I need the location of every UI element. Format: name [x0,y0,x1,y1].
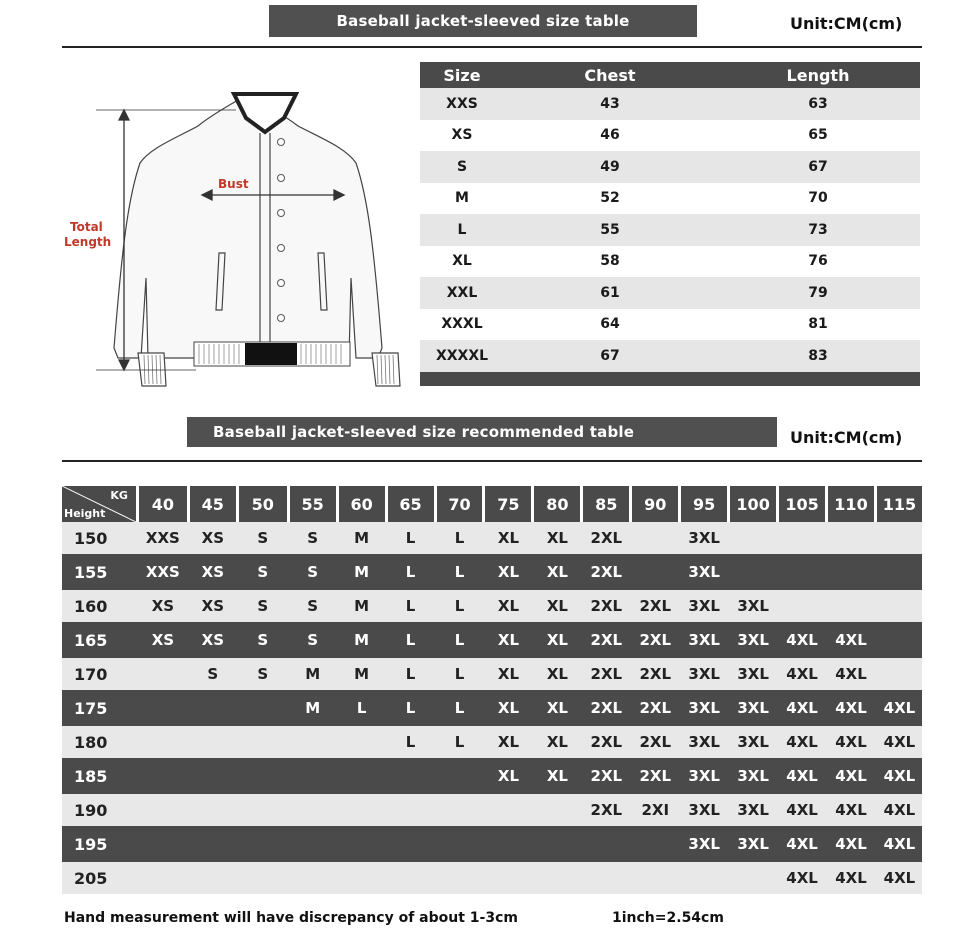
size-row [420,277,920,309]
bust-label: Bust [218,177,249,191]
size-recommendation-cell: XS [201,563,225,581]
size-cell: XXXL [441,316,483,333]
size-recommendation-cell: 4XL [835,733,867,751]
chest-cell: 46 [600,127,620,144]
size-recommendation-cell: 3XL [688,733,720,751]
length-header: Length [786,65,850,85]
size-recommendation-cell: XL [546,699,568,717]
size-recommendation-cell: 4XL [883,801,916,819]
height-cell: 165 [74,630,108,650]
size-recommendation-cell: XL [497,699,520,717]
chest-header: Chest [584,65,636,85]
size-recommendation-cell: 2XL [639,631,672,649]
size-recommendation-cell: L [405,631,416,649]
size-recommendation-cell: XL [546,529,568,547]
size-recommendation-cell: M [354,529,370,547]
size-recommendation-cell: M [354,665,370,683]
recommended-table [62,486,922,894]
total-length-label-line1: Total [70,220,103,234]
size-recommendation-cell: XL [497,665,520,683]
size-recommendation-cell: 3XL [737,801,769,819]
corner-cell [62,486,136,522]
size-recommendation-cell: 3XL [688,835,720,853]
size-recommendation-cell: 4XL [786,699,818,717]
size-recommendation-cell: 3XL [737,767,769,785]
length-cell: 79 [808,284,828,301]
size-recommendation-cell: XXS [145,563,180,581]
total-length-label-line2: Length [64,235,112,249]
length-cell: 76 [808,253,828,270]
size-recommendation-cell: 2XL [590,631,623,649]
kg-header-cell: 100 [730,486,776,522]
size-recommendation-cell: 3XL [737,631,769,649]
kg-header-cell: 60 [339,486,385,522]
size-recommendation-cell: 4XL [883,699,916,717]
size-recommendation-cell: XL [497,767,520,785]
chest-cell: 61 [600,284,620,301]
size-recommendation-cell: XL [497,733,520,751]
size-recommendation-cell: 4XL [786,835,818,853]
size-recommendation-cell: L [454,631,465,649]
recommended-table-header [62,486,922,522]
size-table-header [420,62,920,88]
kg-header-cell: 45 [190,486,236,522]
size-recommendation-cell: 2XL [590,597,623,615]
size-row [420,183,920,215]
size-recommendation-cell: L [405,699,416,717]
length-cell: 73 [808,221,828,238]
size-recommendation-cell: 4XL [786,869,818,887]
size-recommendation-cell: L [356,699,367,717]
size-recommendation-cell: 2XL [590,699,623,717]
size-recommendation-cell: 3XL [688,631,720,649]
size-recommendation-cell: S [257,631,269,649]
size-recommendation-cell: 2XL [590,733,623,751]
size-row [420,246,920,278]
kg-header-cell: 105 [779,486,825,522]
size-recommendation-cell: S [257,665,269,683]
size-recommendation-cell: 4XL [786,631,818,649]
length-cell: 67 [808,158,828,175]
chest-cell: 52 [600,190,620,207]
top-divider [62,46,922,48]
size-recommendation-cell: L [454,563,465,581]
size-recommendation-cell: 4XL [835,699,867,717]
size-table [420,62,920,386]
height-cell: 185 [74,766,108,786]
size-recommendation-cell: XXS [145,529,180,547]
height-cell: 195 [74,834,108,854]
height-cell: 175 [74,698,108,718]
size-recommendation-cell: 4XL [883,835,916,853]
height-cell: 150 [74,528,108,548]
size-recommendation-cell: 4XL [883,733,916,751]
size-recommendation-cell: 3XL [737,665,769,683]
size-recommendation-cell: S [307,563,319,581]
size-cell: XXXXL [435,347,489,364]
recommended-row [62,658,922,690]
chest-cell: 49 [600,158,620,175]
size-recommendation-cell: M [354,597,370,615]
recommended-row [62,690,922,726]
size-recommendation-cell: 4XL [786,733,818,751]
size-recommendation-cell: M [354,563,370,581]
recommended-row [62,862,922,894]
size-recommendation-cell: XL [546,631,568,649]
size-recommendation-cell: L [405,665,416,683]
recommended-table-title: Baseball jacket-sleeved size recommended table [187,417,777,447]
length-cell: 83 [808,347,828,364]
size-recommendation-cell: 2XL [590,529,623,547]
height-cell: 155 [74,562,108,582]
size-cell: S [456,158,468,175]
height-cell: 160 [74,596,108,616]
kg-header-cell: 110 [828,486,874,522]
size-recommendation-cell: S [257,597,269,615]
recommended-row [62,758,922,794]
size-row [420,88,920,120]
length-cell: 81 [808,316,828,333]
corner-kg-label: KG [110,489,128,502]
size-recommendation-cell: 2XL [590,801,623,819]
measurement-note: Hand measurement will have discrepancy of about 1-3cm [64,910,518,926]
size-cell: XXL [446,284,478,301]
size-table-body [420,88,920,372]
chest-cell: 64 [600,316,620,333]
size-recommendation-cell: 3XL [688,529,720,547]
recommended-row [62,726,922,758]
size-recommendation-cell: 3XL [688,665,720,683]
size-recommendation-cell: S [257,563,269,581]
size-recommendation-cell: 2XL [590,563,623,581]
size-recommendation-cell: 4XL [786,767,818,785]
size-recommendation-cell: XL [497,529,520,547]
kg-header-cell: 65 [388,486,434,522]
size-table-unit: Unit:CM(cm) [790,14,903,33]
size-recommendation-cell: 2XL [590,767,623,785]
recommended-row [62,622,922,658]
size-recommendation-cell: XS [201,597,225,615]
size-recommendation-cell: 2XL [590,665,623,683]
height-cell: 190 [74,800,108,820]
size-recommendation-cell: M [354,631,370,649]
length-cell: 70 [808,190,828,207]
recommended-row [62,554,922,590]
size-cell: XXS [446,95,478,112]
length-cell: 63 [808,95,828,112]
length-cell: 65 [808,127,828,144]
size-recommendation-cell: 4XL [835,801,867,819]
size-recommendation-cell: 4XL [883,869,916,887]
kg-header-cell: 115 [877,486,922,522]
size-row [420,214,920,246]
inch-conversion: 1inch=2.54cm [612,910,724,926]
size-recommendation-cell: XS [201,529,225,547]
size-recommendation-cell: 4XL [835,869,867,887]
size-recommendation-cell: XL [546,597,568,615]
size-recommendation-cell: 2XL [639,733,672,751]
recommended-table-unit: Unit:CM(cm) [790,428,903,447]
size-recommendation-cell: S [307,631,319,649]
size-recommendation-cell: L [405,529,416,547]
size-recommendation-cell: S [307,529,319,547]
size-recommendation-cell: 4XL [883,767,916,785]
size-recommendation-cell: XL [546,733,568,751]
kg-header-cell: 90 [632,486,678,522]
size-recommendation-cell: L [405,563,416,581]
kg-header-cell: 85 [583,486,629,522]
size-recommendation-cell: 3XL [688,801,720,819]
height-cell: 205 [74,868,108,888]
size-cell: M [455,190,469,207]
size-row [420,151,920,183]
size-recommendation-cell: L [405,733,416,751]
size-table-title: Baseball jacket-sleeved size table [269,5,697,37]
size-recommendation-cell: 3XL [737,733,769,751]
size-recommendation-cell: 4XL [835,631,867,649]
size-recommendation-cell: 4XL [786,665,818,683]
kg-header-cell: 70 [437,486,483,522]
size-recommendation-cell: 3XL [737,597,769,615]
size-recommendation-cell: XL [546,563,568,581]
size-recommendation-cell: L [454,665,465,683]
size-row [420,309,920,341]
size-cell: XS [451,127,473,144]
size-recommendation-cell: 2XL [639,597,672,615]
size-recommendation-cell: S [207,665,219,683]
size-recommendation-cell: 3XL [688,597,720,615]
kg-header-cell: 55 [290,486,336,522]
size-recommendation-cell: XL [497,631,520,649]
size-recommendation-cell: XL [497,597,520,615]
size-recommendation-cell: XL [497,563,520,581]
size-recommendation-cell: 3XL [688,699,720,717]
size-recommendation-cell: 3XL [737,835,769,853]
size-recommendation-cell: 3XL [737,699,769,717]
recommended-row [62,826,922,862]
height-cell: 180 [74,732,108,752]
size-recommendation-cell: L [454,699,465,717]
size-recommendation-cell: 2XL [639,699,672,717]
recommended-row [62,794,922,826]
size-cell: XL [452,253,472,270]
height-cell: 170 [74,664,108,684]
size-recommendation-cell: 3XL [688,563,720,581]
size-recommendation-cell: 2XL [639,665,672,683]
size-recommendation-cell: L [454,733,465,751]
size-recommendation-cell: 4XL [835,665,867,683]
chest-cell: 43 [600,95,620,112]
size-recommendation-cell: XL [546,665,568,683]
size-header: Size [443,65,481,85]
size-row [420,120,920,152]
size-recommendation-cell: L [454,529,465,547]
corner-height-label: Height [64,507,106,520]
size-recommendation-cell: S [307,597,319,615]
kg-header-cell: 95 [681,486,727,522]
size-recommendation-cell: 4XL [786,801,818,819]
size-cell: L [457,221,467,238]
middle-divider [62,460,922,462]
recommended-row [62,590,922,622]
kg-header-cell: 80 [534,486,580,522]
recommended-table-body [62,522,922,894]
size-recommendation-cell: 2XI [641,801,670,819]
size-recommendation-cell: M [305,665,321,683]
recommended-row [62,522,922,554]
chest-cell: 67 [600,347,620,364]
size-recommendation-cell: XS [151,631,175,649]
size-table-footer-bar [420,372,920,386]
size-recommendation-cell: M [305,699,321,717]
size-recommendation-cell: 3XL [688,767,720,785]
kg-header-cell: 75 [485,486,531,522]
size-row [420,340,920,372]
kg-header-cell: 40 [139,486,187,522]
size-recommendation-cell: XL [546,767,568,785]
size-recommendation-cell: 2XL [639,767,672,785]
size-recommendation-cell: S [257,529,269,547]
size-recommendation-cell: XS [151,597,175,615]
size-recommendation-cell: L [454,597,465,615]
kg-header-cell: 50 [239,486,287,522]
size-recommendation-cell: XS [201,631,225,649]
chest-cell: 55 [600,221,620,238]
size-recommendation-cell: L [405,597,416,615]
size-recommendation-cell: 4XL [835,767,867,785]
size-recommendation-cell: 4XL [835,835,867,853]
chest-cell: 58 [600,253,620,270]
